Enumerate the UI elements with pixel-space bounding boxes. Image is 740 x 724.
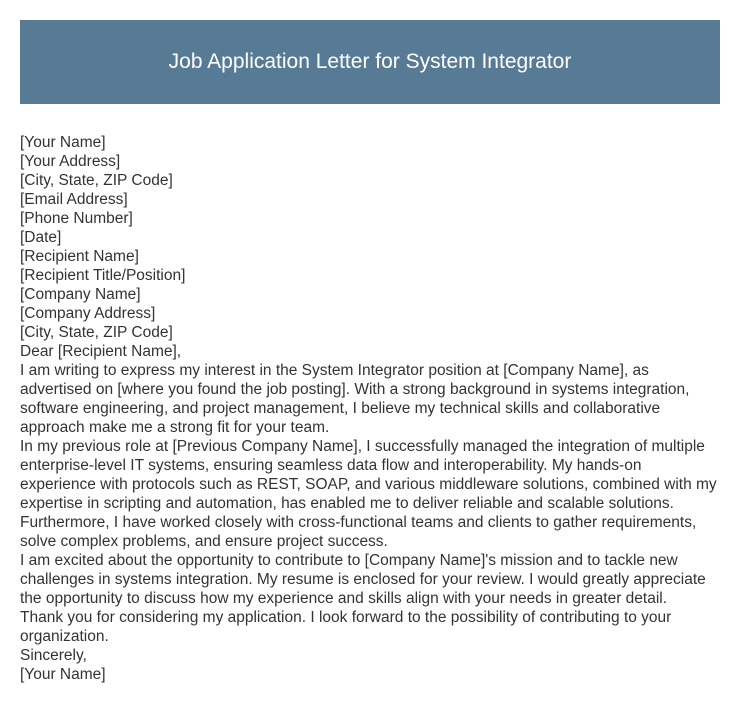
paragraph-intro: I am writing to express my interest in the System Integrator position at [Company Name], as advertised on [where you found the job posting]. With a strong background in systems integration, software engineering, and project management, I believe my technical skills and collaborative approach make me a strong fit for your team. (20, 362, 690, 436)
recipient-company: [Company Name] (20, 286, 141, 303)
recipient-name: [Recipient Name] (20, 248, 139, 265)
paragraph-motivation: I am excited about the opportunity to contribute to [Company Name]'s mission and to tackle new challenges in systems integration. My resume is enclosed for your review. I would greatly appreciate the opportunity to discuss how my experience and skills align with your needs in greater detail. (20, 552, 706, 607)
page-header (20, 20, 720, 104)
signature: [Your Name] (20, 666, 106, 683)
sender-name: [Your Name] (20, 134, 106, 151)
recipient-city-state-zip: [City, State, ZIP Code] (20, 324, 173, 341)
paragraph-experience: In my previous role at [Previous Company Name], I successfully managed the integration of multiple enterprise-level IT systems, ensuring seamless data flow and interoperability. My hands-on experience with protocols such as REST, SOAP, and various middleware solutions, combined with my expertise in scripting and automation, has enabled me to deliver reliable and scalable solutions. Furthermore, I have worked closely with cross-functional teams and clients to gather requirements, solve complex problems, and ensure project success. (20, 438, 717, 550)
letter-date: [Date] (20, 229, 62, 246)
sender-email: [Email Address] (20, 191, 128, 208)
recipient-title: [Recipient Title/Position] (20, 267, 186, 284)
sender-city-state-zip: [City, State, ZIP Code] (20, 172, 173, 189)
paragraph-thanks: Thank you for considering my application. I look forward to the possibility of contributing to your organization. (20, 609, 672, 645)
closing: Sincerely, (20, 647, 87, 664)
recipient-address: [Company Address] (20, 305, 156, 322)
sender-address: [Your Address] (20, 153, 121, 170)
page-title: Job Application Letter for System Integrator (168, 50, 572, 73)
letter-body (20, 133, 720, 684)
sender-block (20, 133, 720, 247)
sender-phone: [Phone Number] (20, 210, 133, 227)
salutation: Dear [Recipient Name], (20, 343, 182, 360)
recipient-block (20, 247, 720, 342)
